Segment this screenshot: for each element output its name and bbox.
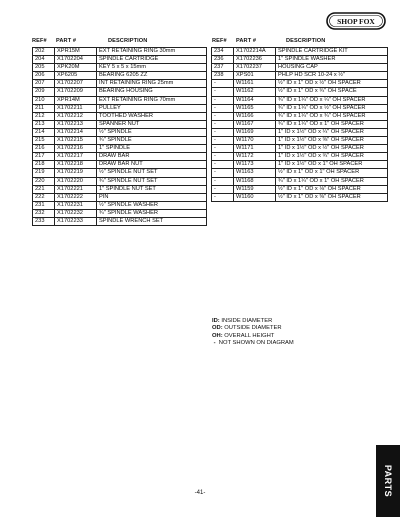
legend-row — [212, 333, 294, 340]
parts-table-right — [211, 47, 388, 202]
table-row — [33, 112, 207, 120]
ref-number-cell: 214 — [33, 128, 55, 136]
part-number-cell: W1169 — [234, 128, 276, 136]
ref-number-cell: - — [212, 137, 234, 145]
description-cell: ¾" ID x 1¼" OD x 1" OH SPACER — [276, 120, 388, 128]
ref-number-cell: 218 — [33, 161, 55, 169]
table-row — [212, 64, 388, 72]
header-part: PART # — [56, 38, 77, 44]
part-number-cell: X1702204 — [55, 56, 97, 64]
description-cell: 1" ID x 1½" OD x ¾" OH SPACER — [276, 153, 388, 161]
description-cell: SPINDLE WRENCH SET — [97, 217, 207, 225]
description-cell: EXT RETAINING RING 70mm — [97, 96, 207, 104]
ref-number-cell: 205 — [33, 64, 55, 72]
ref-number-cell: 237 — [212, 64, 234, 72]
table-row — [33, 96, 207, 104]
part-number-cell: X1702218 — [55, 161, 97, 169]
description-cell: ¾" ID x 1¼" OD x ¼" OH SPACER — [276, 96, 388, 104]
description-cell: BEARING 6205 ZZ — [97, 72, 207, 80]
description-cell: ½" SPINDLE — [97, 128, 207, 136]
description-cell: PIN — [97, 193, 207, 201]
ref-number-cell: 216 — [33, 145, 55, 153]
ref-number-cell: 221 — [33, 185, 55, 193]
part-number-cell: X1702209 — [55, 88, 97, 96]
description-cell: TOOTHED WASHER — [97, 112, 207, 120]
part-number-cell: XPS01 — [234, 72, 276, 80]
table-row — [33, 56, 207, 64]
table-row — [33, 72, 207, 80]
ref-number-cell: 209 — [33, 88, 55, 96]
legend-row — [212, 325, 294, 332]
legend-key: OD: — [212, 325, 223, 332]
legend-text: OUTSIDE DIAMETER — [224, 325, 282, 332]
part-number-cell: X1702215 — [55, 137, 97, 145]
part-number-cell: W1166 — [234, 112, 276, 120]
description-cell: 1" ID x 1½" OD x 1" OH SPACER — [276, 161, 388, 169]
table-row — [212, 112, 388, 120]
ref-number-cell: - — [212, 88, 234, 96]
table-row — [212, 48, 388, 56]
table-row — [212, 137, 388, 145]
table-row — [33, 120, 207, 128]
part-number-cell: X1702222 — [55, 193, 97, 201]
part-number-cell: W1165 — [234, 104, 276, 112]
table-row — [33, 201, 207, 209]
table-row — [212, 161, 388, 169]
table-row — [33, 161, 207, 169]
part-number-cell: X1702213 — [55, 120, 97, 128]
description-cell: ½" SPINDLE WASHER — [97, 201, 207, 209]
ref-number-cell: - — [212, 104, 234, 112]
description-cell: EXT RETAINING RING 30mm — [97, 48, 207, 56]
header-description: DESCRIPTION — [286, 38, 326, 44]
description-cell: ¾" ID x 1¼" OD x ¾" OH SPACER — [276, 112, 388, 120]
table-row — [33, 104, 207, 112]
ref-number-cell: - — [212, 112, 234, 120]
ref-number-cell: - — [212, 193, 234, 201]
part-number-cell: X1702214 — [55, 128, 97, 136]
part-number-cell: W1173 — [234, 161, 276, 169]
legend-key: - — [213, 339, 216, 346]
part-number-cell: X1702233 — [55, 217, 97, 225]
ref-number-cell: 233 — [33, 217, 55, 225]
part-number-cell: W1168 — [234, 177, 276, 185]
description-cell: SPINDLE CARTRIDGE KIT — [276, 48, 388, 56]
ref-number-cell: 212 — [33, 112, 55, 120]
logo-text: SHOP FOX — [337, 16, 375, 26]
table-row — [33, 80, 207, 88]
table-row — [212, 193, 388, 201]
part-number-cell: X1702231 — [55, 201, 97, 209]
parts-table-left — [32, 47, 207, 226]
ref-number-cell: 238 — [212, 72, 234, 80]
part-number-cell: W1164 — [234, 96, 276, 104]
part-number-cell: W1162 — [234, 88, 276, 96]
ref-number-cell: 231 — [33, 201, 55, 209]
table-row — [33, 48, 207, 56]
part-number-cell: W1159 — [234, 185, 276, 193]
ref-number-cell: 202 — [33, 48, 55, 56]
header-description: DESCRIPTION — [108, 38, 148, 44]
ref-number-cell: - — [212, 128, 234, 136]
table-row — [33, 217, 207, 225]
description-cell: ¾" SPINDLE — [97, 137, 207, 145]
part-number-cell: W1161 — [234, 80, 276, 88]
description-cell: 1" ID x 1½" OD x ¼" OH SPACER — [276, 128, 388, 136]
ref-number-cell: 222 — [33, 193, 55, 201]
description-cell: 1" SPINDLE NUT SET — [97, 185, 207, 193]
description-cell: SPINDLE CARTRIDGE — [97, 56, 207, 64]
ref-number-cell: 215 — [33, 137, 55, 145]
part-number-cell: W1167 — [234, 120, 276, 128]
ref-number-cell: 219 — [33, 169, 55, 177]
abbreviation-legend — [212, 318, 294, 347]
table-row — [212, 153, 388, 161]
legend-key: ID: — [212, 318, 220, 324]
ref-number-cell: 232 — [33, 209, 55, 217]
table-row — [212, 88, 388, 96]
part-number-cell: W1163 — [234, 169, 276, 177]
ref-number-cell: 234 — [212, 48, 234, 56]
ref-number-cell: - — [212, 153, 234, 161]
table-row — [212, 56, 388, 64]
side-tab-label: PARTS — [383, 464, 393, 498]
header-ref: REF# — [32, 38, 47, 44]
table-row — [212, 96, 388, 104]
ref-number-cell: 220 — [33, 177, 55, 185]
description-cell: ½" SPINDLE NUT SET — [97, 169, 207, 177]
description-cell: BEARING HOUSING — [97, 88, 207, 96]
description-cell: HOUSING CAP — [276, 64, 388, 72]
description-cell: ½" ID x 1" OD x ⅜" OH SPACER — [276, 193, 388, 201]
description-cell: ½" ID x 1" OD x ½" OH SPACER — [276, 80, 388, 88]
description-cell: SPANNER NUT — [97, 120, 207, 128]
ref-number-cell: 211 — [33, 104, 55, 112]
table-row — [212, 72, 388, 80]
table-row — [212, 185, 388, 193]
legend-row — [212, 318, 294, 325]
logo-badge-icon — [326, 11, 386, 31]
table-row — [212, 145, 388, 153]
ref-number-cell: - — [212, 161, 234, 169]
table-row — [33, 88, 207, 96]
description-cell: ½" ID x 1" OD x 1" OH SPACER — [276, 169, 388, 177]
part-number-cell: X1702221 — [55, 185, 97, 193]
part-number-cell: X1702232 — [55, 209, 97, 217]
description-cell: PULLEY — [97, 104, 207, 112]
ref-number-cell: 206 — [33, 72, 55, 80]
table-row — [33, 64, 207, 72]
ref-number-cell: 236 — [212, 56, 234, 64]
shop-fox-logo — [326, 11, 386, 31]
legend-row — [212, 340, 294, 347]
description-cell: PHLP HD SCR 10-24 x ½" — [276, 72, 388, 80]
legend-text: NOT SHOWN ON DIAGRAM — [218, 339, 294, 346]
ref-number-cell: - — [212, 177, 234, 185]
part-number-cell: X1702219 — [55, 169, 97, 177]
parts-table-left-body — [33, 48, 207, 226]
table-row — [33, 193, 207, 201]
description-cell: 1" ID x 1½" OD x ½" OH SPACER — [276, 145, 388, 153]
table-row — [33, 153, 207, 161]
part-number-cell: X1702220 — [55, 177, 97, 185]
legend-text: INSIDE DIAMETER — [221, 318, 273, 324]
description-cell: 1" SPINDLE — [97, 145, 207, 153]
part-number-cell: W1170 — [234, 137, 276, 145]
description-cell: ¾" ID x 1¼" OD x 1" OH SPACER — [276, 177, 388, 185]
parts-table-right-body — [212, 48, 388, 202]
table-row — [33, 209, 207, 217]
ref-number-cell: - — [212, 80, 234, 88]
header-part: PART # — [236, 38, 257, 44]
part-number-cell: XPR15M — [55, 48, 97, 56]
part-number-cell: W1171 — [234, 145, 276, 153]
ref-number-cell: - — [212, 169, 234, 177]
description-cell: ¾" ID x 1¼" OD x ½" OH SPACER — [276, 104, 388, 112]
page-number: -41- — [194, 490, 206, 496]
ref-number-cell: - — [212, 145, 234, 153]
description-cell: DRAW BAR NUT — [97, 161, 207, 169]
part-number-cell: XPR14M — [55, 96, 97, 104]
table-row — [33, 137, 207, 145]
legend-text: OVERALL HEIGHT — [224, 332, 275, 339]
part-number-cell: W1172 — [234, 153, 276, 161]
legend-key: OH: — [212, 332, 223, 339]
ref-number-cell: 210 — [33, 96, 55, 104]
ref-number-cell: - — [212, 96, 234, 104]
ref-number-cell: 217 — [33, 153, 55, 161]
description-cell: DRAW BAR — [97, 153, 207, 161]
part-number-cell: X1702236 — [234, 56, 276, 64]
ref-number-cell: 204 — [33, 56, 55, 64]
table-row — [212, 177, 388, 185]
part-number-cell: X1702207 — [55, 80, 97, 88]
part-number-cell: XPK20M — [55, 64, 97, 72]
table-row — [212, 80, 388, 88]
parts-section-tab — [376, 445, 400, 517]
table-row — [212, 169, 388, 177]
table-row — [33, 177, 207, 185]
description-cell: ¾" SPINDLE WASHER — [97, 209, 207, 217]
part-number-cell: X1702216 — [55, 145, 97, 153]
description-cell: ½" ID x 1" OD x ¾" OH SPACE — [276, 88, 388, 96]
part-number-cell: X1702237 — [234, 64, 276, 72]
part-number-cell: X1702217 — [55, 153, 97, 161]
table-row — [33, 128, 207, 136]
part-number-cell: XP6205 — [55, 72, 97, 80]
description-cell: INT RETAINING RING 25mm — [97, 80, 207, 88]
table-row — [212, 104, 388, 112]
part-number-cell: X1702214A — [234, 48, 276, 56]
header-ref: REF# — [212, 38, 227, 44]
part-number-cell: W1160 — [234, 193, 276, 201]
table-row — [33, 145, 207, 153]
ref-number-cell: - — [212, 120, 234, 128]
description-cell: ¾" SPINDLE NUT SET — [97, 177, 207, 185]
description-cell: ½" ID x 1" OD x ⅛" OH SPACER — [276, 185, 388, 193]
table-row — [212, 128, 388, 136]
description-cell: 1" SPINDLE WASHER — [276, 56, 388, 64]
part-number-cell: X1702212 — [55, 112, 97, 120]
ref-number-cell: - — [212, 185, 234, 193]
ref-number-cell: 207 — [33, 80, 55, 88]
part-number-cell: X1702211 — [55, 104, 97, 112]
table-row — [33, 169, 207, 177]
table-row — [33, 185, 207, 193]
table-row — [212, 120, 388, 128]
description-cell: 1" ID x 1½" OD x ⅜" OH SPACER — [276, 137, 388, 145]
ref-number-cell: 213 — [33, 120, 55, 128]
description-cell: KEY 5 x 5 x 15mm — [97, 64, 207, 72]
